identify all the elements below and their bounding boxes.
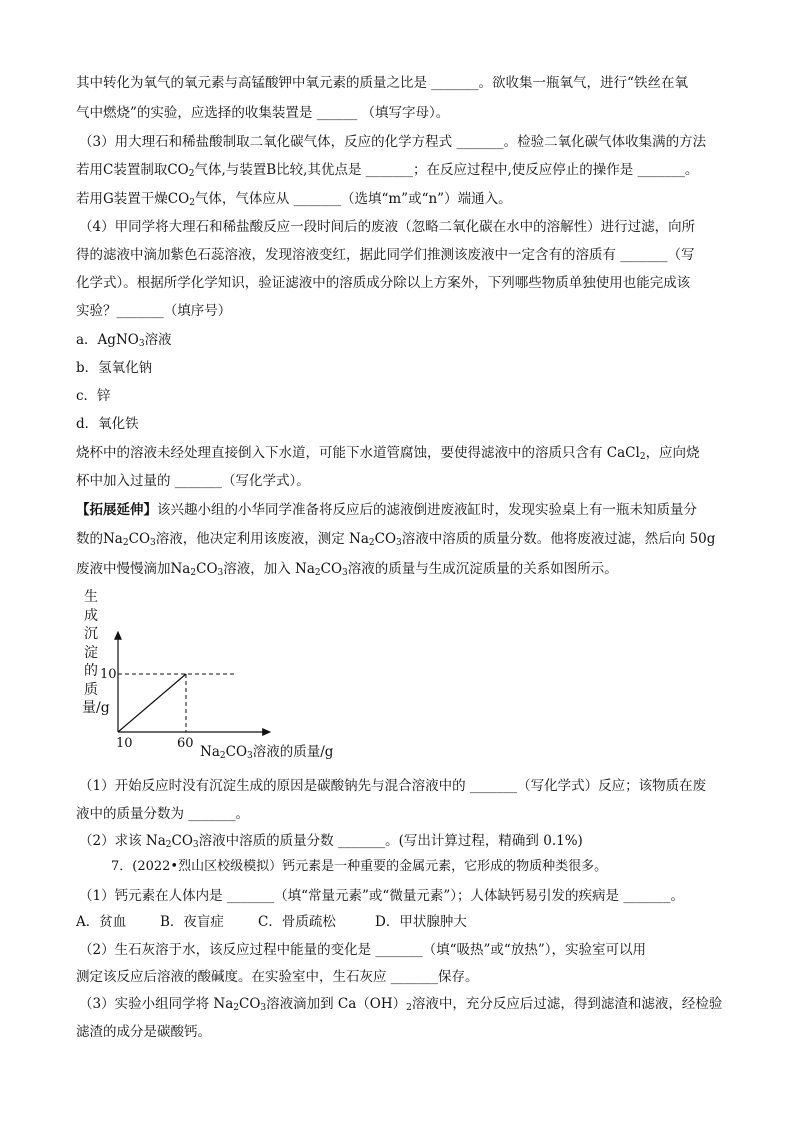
question-3-text: （3）用大理石和稀盐酸制取二氧化碳气体，反应的化学方程式 _______。检验二氧化碳气体收集满的方法	[79, 134, 707, 150]
text-line	[0, 441, 794, 465]
x-axis-label: $Na_2CO_3$溶液的质量/g	[200, 744, 334, 761]
paragraph-text: 【拓展延伸】该兴趣小组的小华同学准备将反应后的滤液倒进废液缸时，发现实验桌上有一瓶未知质量分	[76, 502, 697, 518]
paragraph-text: 烧杯中的溶液未经处理直接倒入下水道，可能下水道管腐蚀，要使得滤液中的溶质只含有 CaCl$_2$，应向烧	[76, 445, 700, 462]
paragraph-text: 废液中慢慢滴加$Na_2CO_3$溶液，加入 $Na_2CO_3$溶液的质量与生成沉淀质量的关系如图所示。	[76, 561, 618, 578]
option-c: c．锌	[76, 388, 111, 404]
text-line	[0, 469, 794, 493]
x-axis-arrow	[262, 728, 271, 736]
choice-b: B．夜盲症	[160, 914, 224, 930]
text-line	[0, 802, 794, 826]
question-7-title: 7．(2022•烈山区校级模拟）钙元素是一种重要的金属元素，它形成的物质种类很多。	[111, 859, 608, 874]
text-line	[0, 158, 794, 182]
y-tick-label: 10	[100, 667, 117, 682]
text-line	[0, 965, 794, 989]
section-heading: 【拓展延伸】	[76, 502, 157, 518]
paragraph-text: 测定该反应后溶液的酸碱度。在实验室中，生石灰应 _______保存。	[76, 969, 479, 985]
q7-sub-question-1: （1）钙元素在人体内是 _______（填“常量元素”或“微量元素”）；人体缺钙易引发的疾病是 _______。	[79, 888, 685, 904]
sub-question-2: （2）求该 $Na_2CO_3$溶液中溶质的质量分数 _______。(写出计算过程，精确到 0.1%)	[79, 833, 583, 850]
paragraph-text: 若用C装置制取$CO_2$气体,与装置B比较,其优点是 _______；在反应过程中,使反应停止的操作是 _______。	[76, 162, 699, 179]
text-line	[0, 299, 794, 323]
options-row	[0, 910, 794, 934]
text-line	[0, 774, 794, 798]
text-line	[0, 71, 794, 95]
choice-d: D．甲状腺肿大	[375, 914, 467, 930]
paragraph-text: 数的$Na_2CO_3$溶液，他决定利用该废液，测定 $Na_2CO_3$溶液中溶质的质量分数。他将废液过滤，然后向 50g	[76, 531, 716, 548]
x-tick-label: 10	[116, 736, 133, 751]
choice-c: C．骨质疏松	[258, 914, 336, 930]
option-line	[0, 412, 794, 436]
text-line	[0, 187, 794, 211]
text-line	[0, 215, 794, 239]
y-axis-label: 生成沉淀的质量/g	[82, 589, 110, 716]
option-d: d．氧化铁	[76, 416, 139, 432]
text-line	[0, 498, 794, 522]
text-line	[0, 527, 794, 551]
paragraph-text: 化学式）。根据所学化学知识，验证滤液中的溶质成分除以上方案外，下列哪些物质单独使用也能完成该	[76, 275, 691, 291]
question-4-text: （4）甲同学将大理石和稀盐酸反应一段时间后的废液（忽略二氧化碳在水中的溶解性）进行过滤，向所	[79, 219, 696, 235]
text-line	[0, 992, 794, 1016]
paragraph-text: 若用G装置干燥$CO_2$气体，气体应从 _______（选填“m”或“n”）端通入。	[76, 191, 512, 208]
paragraph-text: 其中转化为氧气的氧元素与高锰酸钾中氧元素的质量之比是 _______。欲收集一瓶氧气，进行“铁丝在氧	[76, 75, 688, 91]
y-axis-arrow	[114, 631, 122, 640]
paragraph-text: 滤渣的成分是碳酸钙。	[76, 1024, 211, 1040]
precipitate-mass-chart	[60, 588, 360, 768]
text-line	[0, 855, 794, 879]
paragraph-text: 实验？_______（填序号）	[76, 303, 232, 319]
choice-a: A．贫血	[76, 914, 127, 930]
text-line	[0, 271, 794, 295]
x-tick-label: 60	[177, 736, 194, 751]
paragraph-text: 液中的质量分数为 _______。	[76, 806, 250, 822]
text-line	[0, 130, 794, 154]
text-line	[0, 884, 794, 908]
q7-sub-question-3: （3）实验小组同学将 $Na_2CO_3$溶液滴加到 $Ca(OH)_2$溶液中，充分反应后过滤，得到滤渣和滤液，经检验	[79, 996, 723, 1013]
option-line	[0, 356, 794, 380]
q7-sub-question-2: （2）生石灰溶于水，该反应过程中能量的变化是 _______（填“吸热”或“放热”），实验室可以用	[79, 942, 646, 958]
option-b: b．氢氧化钠	[76, 360, 153, 376]
series-line	[118, 674, 186, 732]
option-line	[0, 328, 794, 352]
text-line	[0, 938, 794, 962]
option-a: a．AgNO$_3$溶液	[76, 332, 172, 349]
text-line	[0, 557, 794, 581]
option-line	[0, 384, 794, 408]
text-line	[0, 243, 794, 267]
text-line	[0, 1020, 794, 1044]
text-line	[0, 101, 794, 125]
sub-question-1: （1）开始反应时没有沉淀生成的原因是碳酸钠先与混合溶液中的 _______（写化学式）反应；该物质在废	[79, 778, 707, 794]
paragraph-text: 气中燃烧”的实验，应选择的收集装置是 ______ （填写字母）。	[76, 105, 450, 121]
text-line	[0, 829, 794, 853]
paragraph-text: 杯中加入过量的 _______（写化学式）。	[76, 473, 310, 489]
paragraph-text: 得的滤液中滴加紫色石蕊溶液，发现溶液变红，据此同学们推测该废液中一定含有的溶质有 _______（写	[76, 247, 695, 263]
